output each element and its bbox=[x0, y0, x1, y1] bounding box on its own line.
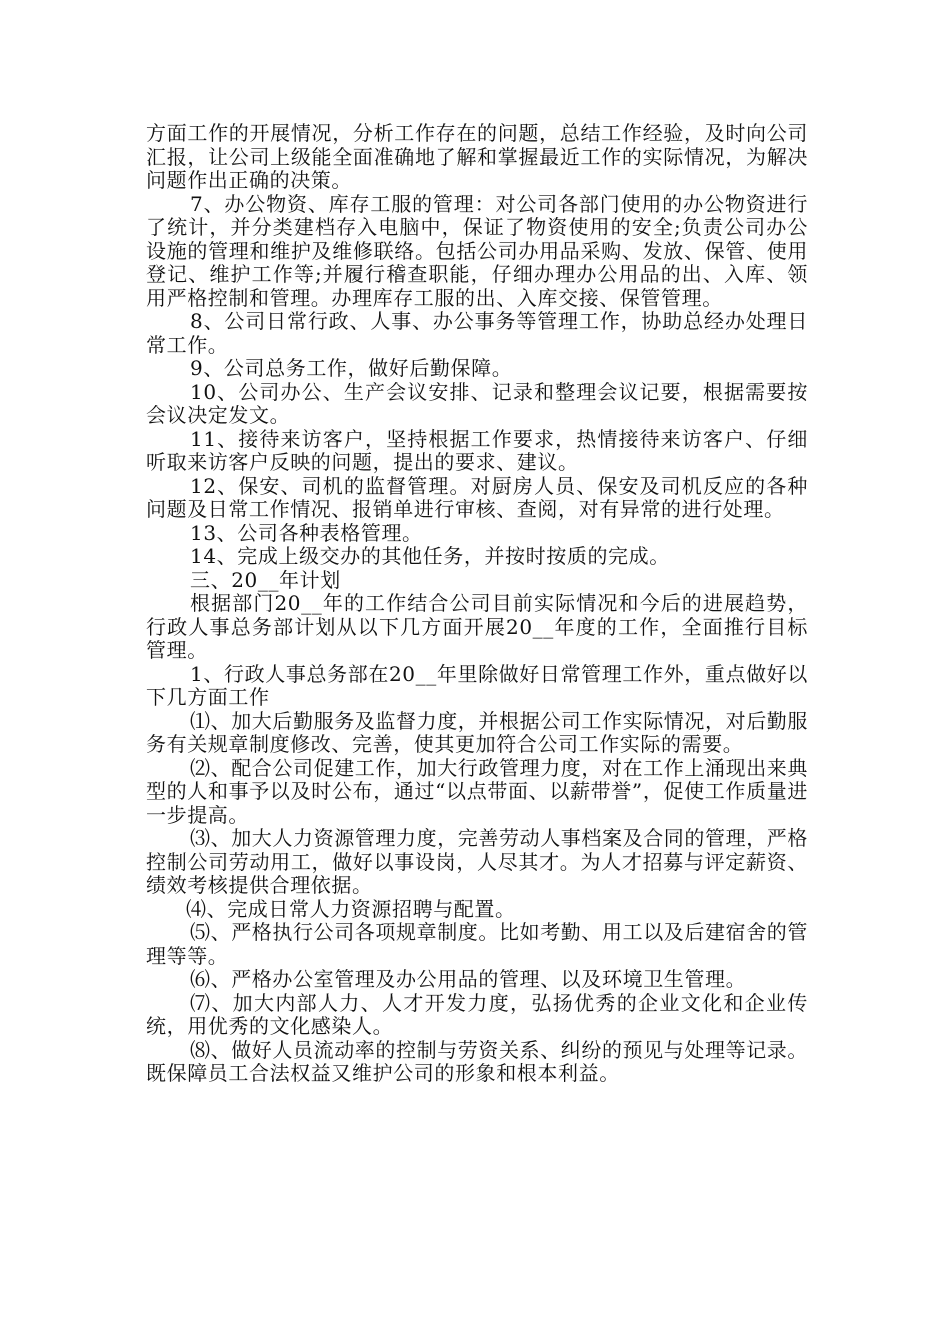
paragraph-subitem-7: ⑺、加大内部人力、人才开发力度，弘扬优秀的企业文化和企业传统，用优秀的文化感染人。 bbox=[146, 990, 808, 1038]
paragraph-subitem-5: ⑸、严格执行公司各项规章制度。比如考勤、用工以及后建宿舍的管理等等。 bbox=[146, 920, 808, 968]
paragraph-work-report: 方面工作的开展情况，分析工作存在的问题，总结工作经验，及时向公司汇报，让公司上级能全面准确地了解和掌握最近工作的实际情况，为解决问题作出正确的决策。 bbox=[146, 121, 808, 192]
paragraph-subitem-8: ⑻、做好人员流动率的控制与劳资关系、纠纷的预见与处理等记录。既保障员工合法权益又维护公司的形象和根本利益。 bbox=[146, 1037, 808, 1085]
paragraph-item-12: 12、保安、司机的监督管理。对厨房人员、保安及司机反应的各种问题及日常工作情况、报销单进行审核、查阅，对有异常的进行处理。 bbox=[146, 473, 808, 521]
document-body bbox=[146, 122, 808, 1086]
paragraph-item-10: 10、公司办公、生产会议安排、记录和整理会议记要，根据需要按会议决定发文。 bbox=[146, 379, 808, 427]
paragraph-subitem-2: ⑵、配合公司促建工作，加大行政管理力度，对在工作上涌现出来典型的人和事予以及时公布，通过“以点带面、以薪带誉”，促使工作质量进一步提高。 bbox=[146, 755, 808, 827]
paragraph-item-7: 7、办公物资、库存工服的管理：对公司各部门使用的办公物资进行了统计，并分类建档存入电脑中，保证了物资使用的安全;负责公司办公设施的管理和维护及维修联络。包括公司办用品采购、发放、保管、使用登记、维护工作等;并履行稽查职能，仔细办理办公用品的出、入库、领用严格控制和管理。办理库存工服的出、入库交接、保管管理。 bbox=[146, 191, 808, 310]
paragraph-item-14: 14、完成上级交办的其他任务，并按时按质的完成。 bbox=[190, 544, 670, 568]
paragraph-subitem-1: ⑴、加大后勤服务及监督力度，并根据公司工作实际情况，对后勤服务有关规章制度修改、完善，使其更加符合公司工作实际的需要。 bbox=[146, 708, 808, 756]
paragraph-subitem-6: ⑹、严格办公室管理及办公用品的管理、以及环境卫生管理。 bbox=[190, 967, 747, 991]
paragraph-item-13: 13、公司各种表格管理。 bbox=[190, 520, 423, 545]
paragraph-subitem-4: ⑷、完成日常人力资源招聘与配置。 bbox=[186, 896, 516, 921]
paragraph-subitem-3: ⑶、加大人力资源管理力度，完善劳动人事档案及合同的管理，严格控制公司劳动用工，做好以事设岗，人尽其才。为人才招募与评定薪资、绩效考核提供合理依据。 bbox=[146, 826, 808, 897]
paragraph-item-8: 8、公司日常行政、人事、办公事务等管理工作，协助总经办处理日常工作。 bbox=[146, 309, 808, 357]
paragraph-item-11: 11、接待来访客户，坚持根据工作要求，热情接待来访客户、仔细听取来访客户反映的问题，提出的要求、建议。 bbox=[146, 426, 808, 474]
section-heading-plan: 三、20__年计划 bbox=[190, 567, 341, 592]
paragraph-plan-item-1: 1、行政人事总务部在20__年里除做好日常管理工作外，重点做好以下几方面工作 bbox=[146, 661, 808, 709]
paragraph-plan-intro: 根据部门20__年的工作结合公司目前实际情况和今后的进展趋势，行政人事总务部计划从以下几方面开展20__年度的工作，全面推行目标管理。 bbox=[146, 591, 808, 662]
paragraph-item-9: 9、公司总务工作，做好后勤保障。 bbox=[190, 356, 513, 380]
